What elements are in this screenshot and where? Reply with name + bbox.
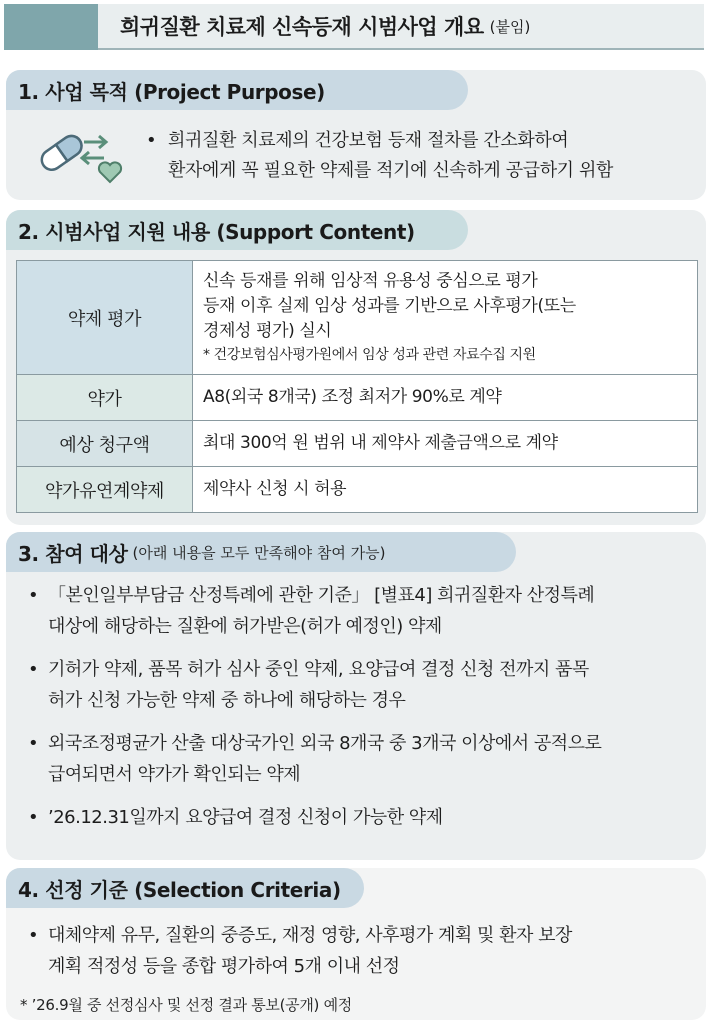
pill-arrows-heart-icon <box>38 122 124 186</box>
table-row <box>17 421 698 467</box>
section-support <box>6 210 706 525</box>
list-item: • 「본인일부부담금 산정특례에 관한 기준」 [별표4] 희귀질환자 산정특례 대상에 해당하는 질환에 허가받은(허가 예정인) 약제 <box>24 580 704 642</box>
section-criteria <box>6 868 706 1020</box>
list-item: • ’26.12.31일까지 요양급여 결정 신청이 가능한 약제 <box>24 802 704 833</box>
purpose-line-2: 환자에게 꼭 필요한 약제를 적기에 신속하게 공급하기 위함 <box>168 160 613 181</box>
eligibility-3-line-2: 급여되면서 약가가 확인되는 약제 <box>48 764 301 785</box>
eligibility-1-line-2: 대상에 해당하는 질환에 허가받은(허가 예정인) 약제 <box>48 616 442 637</box>
list-item: • 대체약제 유무, 질환의 중증도, 재정 영향, 사후평가 계획 및 환자 보장 계획 적정성 등을 종합 평가하여 5개 이내 선정 <box>24 920 704 982</box>
eval-line-3: 경제성 평가) 실시 <box>203 321 332 341</box>
row-value-flexible-contract: 제약사 신청 시 허용 <box>193 467 698 513</box>
section-eligibility-header <box>6 532 516 572</box>
purpose-line-1: 희귀질환 치료제의 건강보험 등재 절차를 간소화하여 <box>168 130 569 151</box>
section-purpose <box>6 70 706 200</box>
section-criteria-header <box>6 868 364 908</box>
section-criteria-title: 4. 선정 기준 (Selection Criteria) <box>18 877 341 902</box>
eval-line-1: 신속 등재를 위해 임상적 유용성 중심으로 평가 <box>203 271 538 291</box>
eligibility-2-line-2: 허가 신청 가능한 약제 중 하나에 해당하는 경우 <box>48 690 406 711</box>
section-eligibility-title: 3. 참여 대상 <box>18 541 128 566</box>
eligibility-3-line-1: 외국조정평균가 산출 대상국가인 외국 8개국 중 3개국 이상에서 공적으로 <box>48 733 602 754</box>
criteria-line-2: 계획 적정성 등을 종합 평가하여 5개 이내 선정 <box>48 956 400 977</box>
row-value-price: A8(외국 8개국) 조정 최저가 90%로 계약 <box>193 375 698 421</box>
purpose-text: • 희귀질환 치료제의 건강보험 등재 절차를 간소화하여 환자에게 꼭 필요한 약제를 적기에 신속하게 공급하기 위함 <box>146 126 702 186</box>
section-purpose-header <box>6 70 468 110</box>
eligibility-1-line-1: 「본인일부부담금 산정특례에 관한 기준」 [별표4] 희귀질환자 산정특례 <box>48 585 595 606</box>
list-item: • 기허가 약제, 품목 허가 심사 중인 약제, 요양급여 결정 신청 전까지 품목 허가 신청 가능한 약제 중 하나에 해당하는 경우 <box>24 654 704 716</box>
support-table <box>16 260 698 513</box>
table-row <box>17 261 698 375</box>
criteria-list <box>24 920 704 982</box>
row-label-price: 약가 <box>17 375 193 421</box>
page-title: 희귀질환 치료제 신속등재 시범사업 개요 <box>120 15 484 39</box>
list-item: • 외국조정평균가 산출 대상국가인 외국 8개국 중 3개국 이상에서 공적으로 급여되면서 약가가 확인되는 약제 <box>24 728 704 790</box>
eligibility-4-line-1: ’26.12.31일까지 요양급여 결정 신청이 가능한 약제 <box>48 807 443 828</box>
criteria-note: * ’26.9월 중 선정심사 및 선정 결과 통보(공개) 예정 <box>20 996 352 1014</box>
section-purpose-title: 1. 사업 목적 (Project Purpose) <box>18 79 325 104</box>
eval-line-2: 등재 이후 실제 임상 성과를 기반으로 사후평가(또는 <box>203 296 576 316</box>
table-row <box>17 375 698 421</box>
row-value-expected-claim: 최대 300억 원 범위 내 제약사 제출금액으로 계약 <box>193 421 698 467</box>
row-label-flexible-contract: 약가유연계약제 <box>17 467 193 513</box>
eligibility-2-line-1: 기허가 약제, 품목 허가 심사 중인 약제, 요양급여 결정 신청 전까지 품목 <box>48 659 589 680</box>
criteria-line-1: 대체약제 유무, 질환의 중증도, 재정 영향, 사후평가 계획 및 환자 보장 <box>48 925 572 946</box>
row-label-expected-claim: 예상 청구액 <box>17 421 193 467</box>
table-row <box>17 467 698 513</box>
title-bar <box>0 4 712 50</box>
title-accent-block <box>4 4 98 50</box>
row-value-drug-evaluation <box>193 261 698 375</box>
page-title-tag: (붙임) <box>489 17 531 36</box>
section-support-header <box>6 210 468 250</box>
section-support-title: 2. 시범사업 지원 내용 (Support Content) <box>18 219 415 244</box>
section-eligibility <box>6 532 706 860</box>
title-box <box>98 4 704 50</box>
row-label-drug-evaluation: 약제 평가 <box>17 261 193 375</box>
eval-note: * 건강보험심사평가원에서 임상 성과 관련 자료수집 지원 <box>203 347 536 363</box>
eligibility-list <box>24 580 704 845</box>
section-eligibility-subtitle: (아래 내용을 모두 만족해야 참여 가능) <box>132 543 386 562</box>
